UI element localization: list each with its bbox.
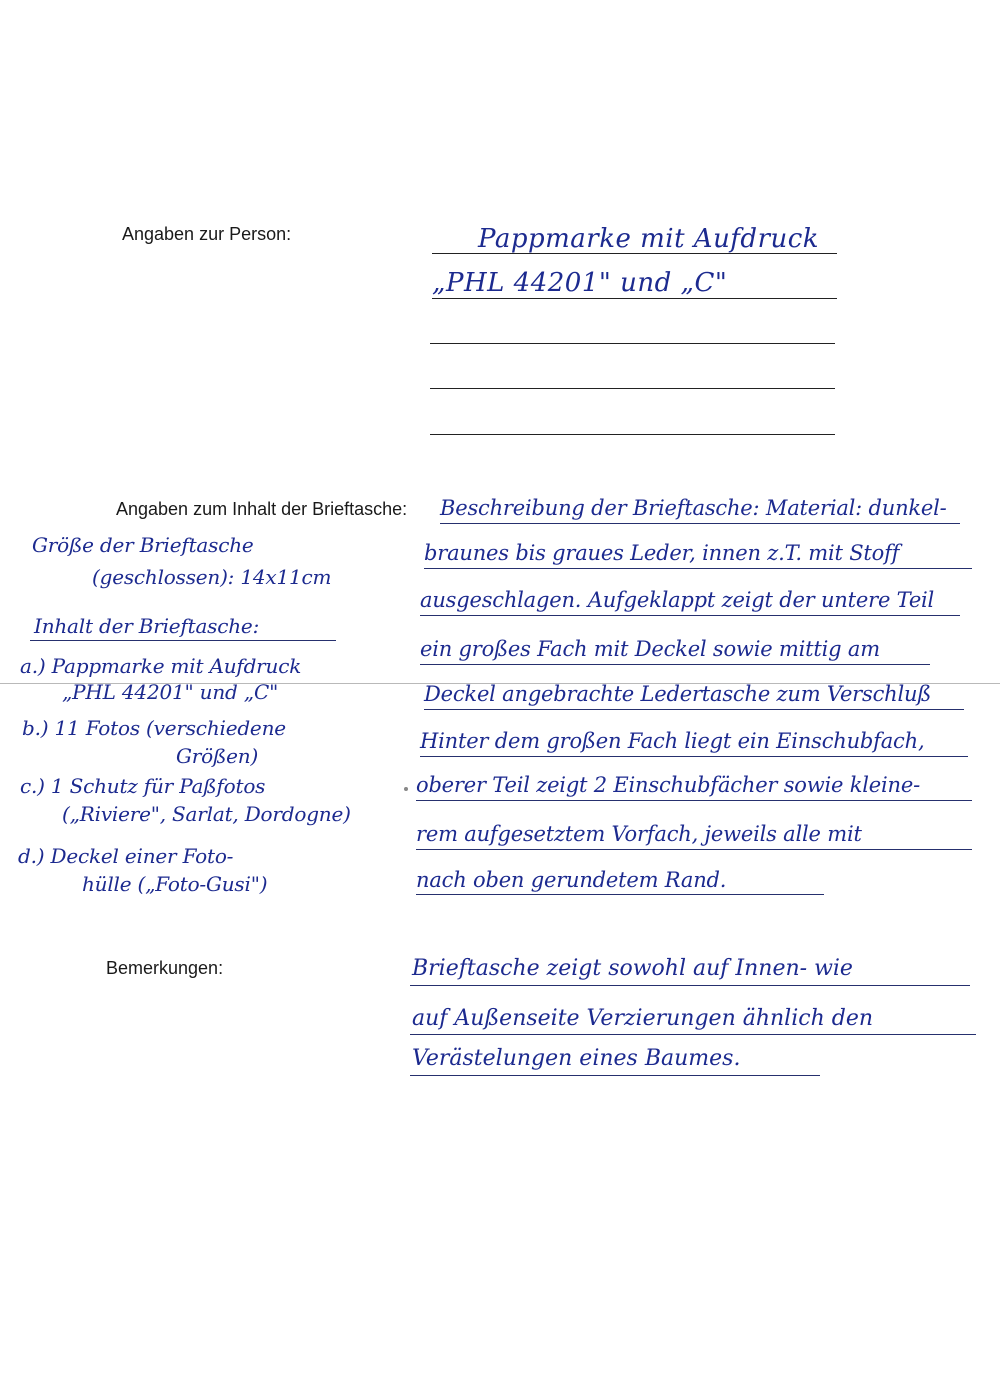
person-rule-5 <box>430 434 835 435</box>
margin-item-a-line-1: a.) Pappmarke mit Aufdruck <box>20 654 302 678</box>
description-line-9: nach oben gerundetem Rand. <box>416 868 727 892</box>
description-underline-4 <box>420 664 930 665</box>
remarks-underline-2 <box>410 1034 976 1035</box>
margin-item-b-line-1: b.) 11 Fotos (verschiedene <box>22 716 286 740</box>
stray-ink-dot <box>404 787 408 791</box>
person-line-1: Pappmarke mit Aufdruck <box>478 224 820 254</box>
description-underline-8 <box>416 849 972 850</box>
content-label: Angaben zum Inhalt der Brieftasche: <box>116 499 408 519</box>
person-rule-4 <box>430 388 835 389</box>
person-label: Angaben zur Person: <box>122 224 292 244</box>
description-underline-2 <box>424 568 972 569</box>
person-rule-1 <box>432 253 837 254</box>
remarks-label: Bemerkungen: <box>106 958 224 978</box>
description-line-2: braunes bis graues Leder, innen z.T. mit Stoff <box>424 541 900 565</box>
description-underline-6 <box>420 756 968 757</box>
remarks-line-3: Verästelungen eines Baumes. <box>412 1046 741 1071</box>
person-line-2: „PHL 44201" und „C" <box>432 268 728 298</box>
margin-item-d-line-2: hülle („Foto-Gusi") <box>82 872 268 896</box>
remarks-underline-1 <box>410 985 970 986</box>
description-underline-1 <box>440 523 960 524</box>
margin-size-line-1: Größe der Brieftasche <box>32 533 254 557</box>
margin-item-a-line-2: „PHL 44201" und „C" <box>62 680 279 704</box>
margin-item-c-line-2: („Riviere", Sarlat, Dordogne) <box>62 802 351 826</box>
description-underline-5 <box>424 709 964 710</box>
person-rule-2 <box>432 298 837 299</box>
description-line-1: Beschreibung der Brieftasche: Material: dunkel- <box>440 496 947 520</box>
description-line-8: rem aufgesetztem Vorfach, jeweils alle mit <box>416 822 862 846</box>
description-underline-9 <box>416 894 824 895</box>
margin-item-c-line-1: c.) 1 Schutz für Paßfotos <box>20 774 266 798</box>
description-line-6: Hinter dem großen Fach liegt ein Einschubfach, <box>420 729 925 753</box>
remarks-line-1: Brieftasche zeigt sowohl auf Innen- wie <box>412 956 853 981</box>
description-line-7: oberer Teil zeigt 2 Einschubfächer sowie kleine- <box>416 773 920 797</box>
remarks-underline-3 <box>410 1075 820 1076</box>
description-line-4: ein großes Fach mit Deckel sowie mittig am <box>420 637 880 661</box>
margin-heading-underline <box>30 640 336 641</box>
margin-item-d-line-1: d.) Deckel einer Foto- <box>18 844 234 868</box>
person-rule-3 <box>430 343 835 344</box>
description-underline-3 <box>420 615 960 616</box>
description-line-3: ausgeschlagen. Aufgeklappt zeigt der untere Teil <box>420 588 935 612</box>
margin-contents-heading: Inhalt der Brieftasche: <box>34 614 260 638</box>
margin-size-line-2: (geschlossen): 14x11cm <box>92 565 332 589</box>
description-line-5: Deckel angebrachte Ledertasche zum Verschluß <box>424 682 932 706</box>
remarks-line-2: auf Außenseite Verzierungen ähnlich den <box>412 1006 874 1031</box>
description-underline-7 <box>416 800 972 801</box>
margin-item-b-line-2: Größen) <box>176 744 259 768</box>
